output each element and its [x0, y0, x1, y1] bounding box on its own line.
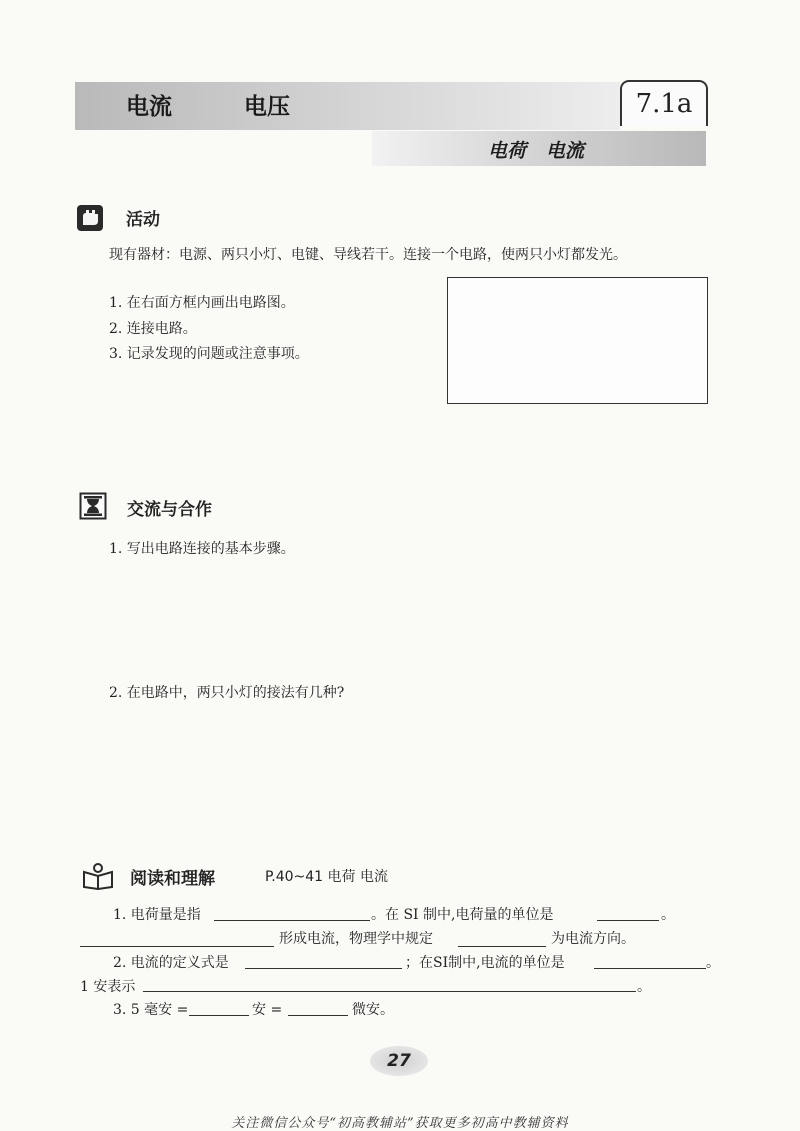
q2-text-d: 1 安表示 — [80, 979, 136, 995]
cooperation-heading: 交流与合作 — [127, 500, 212, 520]
section-code: 7.1a — [620, 80, 708, 126]
q1-blank-1[interactable] — [214, 920, 370, 921]
q2-blank-3[interactable] — [143, 991, 636, 992]
q1-text-c: 。 — [661, 907, 675, 923]
reading-heading: 阅读和理解 — [130, 869, 215, 889]
activity-step-1: 1. 在右面方框内画出电路图。 — [109, 295, 295, 311]
activity-step-3: 3. 记录发现的问题或注意事项。 — [109, 346, 309, 362]
page-number: 27 — [370, 1046, 428, 1076]
q3-blank-1[interactable] — [189, 1015, 249, 1016]
activity-step-2: 2. 连接电路。 — [109, 321, 197, 337]
q1-text-b: 。在 SI 制中,电荷量的单位是 — [371, 907, 554, 923]
hand-icon — [76, 204, 104, 232]
q2-text-c: 。 — [706, 955, 720, 971]
cooperation-question-2: 2. 在电路中，两只小灯的接法有几种? — [109, 685, 345, 701]
chapter-title: 电流 电压 — [126, 94, 291, 120]
q3-blank-2[interactable] — [288, 1015, 348, 1016]
q1-blank-2[interactable] — [597, 920, 659, 921]
q1-text-e: 为电流方向。 — [551, 931, 635, 947]
q1-text-d: 形成电流，物理学中规定 — [279, 931, 433, 947]
reading-reference: P.40~41 电荷 电流 — [265, 869, 388, 885]
q1-text-a: 1. 电荷量是指 — [113, 907, 201, 923]
activity-intro: 现有器材：电源、两只小灯、电键、导线若干。连接一个电路，使两只小灯都发光。 — [109, 247, 627, 263]
q2-blank-1[interactable] — [245, 968, 402, 969]
hourglass-icon — [79, 492, 107, 520]
q2-text-b: ；在SI制中,电流的单位是 — [405, 955, 565, 971]
circuit-drawing-box[interactable] — [447, 277, 708, 404]
q2-blank-2[interactable] — [594, 968, 706, 969]
activity-heading: 活动 — [126, 210, 160, 230]
q3-text-c: 微安。 — [352, 1002, 394, 1018]
q3-text-b: 安 = — [252, 1002, 283, 1018]
q1-blank-4[interactable] — [458, 946, 546, 947]
cooperation-question-1: 1. 写出电路连接的基本步骤。 — [109, 541, 295, 557]
section-subtitle: 电荷 电流 — [488, 140, 584, 162]
q2-text-e: 。 — [637, 979, 651, 995]
footer-note: 关注微信公众号“初高教辅站”获取更多初高中教辅资料 — [231, 1116, 569, 1131]
q1-blank-3[interactable] — [80, 946, 274, 947]
q2-text-a: 2. 电流的定义式是 — [113, 955, 229, 971]
reading-book-icon — [82, 862, 114, 890]
q3-text-a: 3. 5 毫安 = — [113, 1002, 189, 1018]
